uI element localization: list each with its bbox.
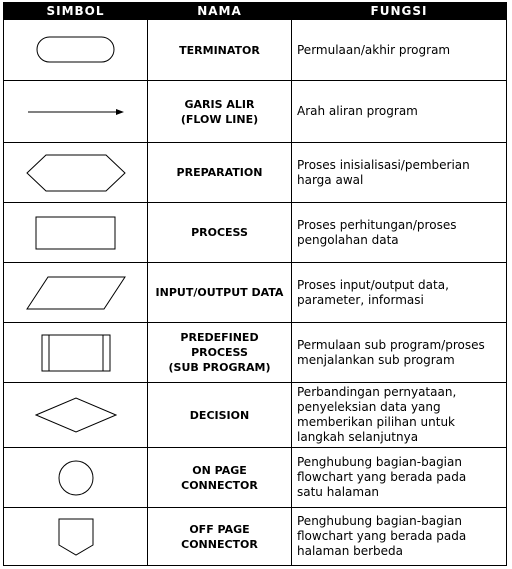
- header-fungsi: FUNGSI: [292, 3, 507, 20]
- row-nama: DECISION: [189, 408, 250, 422]
- hexagon-shape: [26, 153, 126, 193]
- row-nama: (SUB PROGRAM): [168, 361, 271, 374]
- flowchart-symbol-table: [3, 2, 507, 566]
- row-fungsi: Proses perhitungan/proses: [297, 217, 457, 232]
- row-fungsi: Proses inisialisasi/pemberian: [297, 157, 470, 172]
- row-fungsi: Proses input/output data,: [297, 277, 449, 292]
- predefined-process-shape: [41, 333, 111, 373]
- header-row: [4, 3, 507, 20]
- row-fungsi: Permulaan/akhir program: [297, 42, 451, 57]
- row-fungsi: flowchart yang berada pada: [297, 470, 467, 484]
- row-nama: CONNECTOR: [181, 537, 258, 551]
- rectangle-shape: [35, 215, 117, 251]
- flow-line-arrow: [26, 106, 126, 118]
- row-fungsi: satu halaman: [297, 485, 380, 499]
- table-row: [4, 508, 507, 566]
- parallelogram-shape: [26, 275, 126, 311]
- row-nama: PREPARATION: [176, 166, 263, 179]
- table-row: [4, 383, 507, 448]
- terminator-shape: [36, 35, 116, 65]
- diamond-shape: [35, 396, 117, 434]
- row-fungsi: langkah selanjutnya: [297, 430, 419, 444]
- table-row: [4, 323, 507, 383]
- row-nama: GARIS ALIR: [184, 97, 255, 111]
- row-nama: ON PAGE: [192, 463, 247, 477]
- table-row: [4, 263, 507, 323]
- row-fungsi: flowchart yang berada pada: [297, 529, 467, 543]
- row-fungsi: Penghubung bagian-bagian: [297, 514, 462, 528]
- row-nama: OFF PAGE: [189, 522, 250, 536]
- row-fungsi: pengolahan data: [297, 232, 399, 247]
- row-fungsi: memberikan pilihan untuk: [297, 415, 456, 429]
- table-row: [4, 448, 507, 508]
- row-nama: TERMINATOR: [179, 43, 260, 57]
- header-nama: NAMA: [148, 3, 292, 20]
- row-fungsi: Arah aliran program: [297, 104, 418, 118]
- circle-shape: [56, 458, 96, 498]
- row-fungsi: penyeleksian data yang: [297, 400, 441, 414]
- row-nama: INPUT/OUTPUT DATA: [155, 286, 284, 299]
- row-fungsi: parameter, informasi: [297, 292, 424, 307]
- table-row: [4, 203, 507, 263]
- row-nama: PROCESS: [191, 346, 248, 359]
- header-simbol: SIMBOL: [4, 3, 148, 20]
- table-row: [4, 143, 507, 203]
- row-nama: PROCESS: [191, 226, 248, 239]
- row-fungsi: Permulaan sub program/proses: [297, 337, 485, 352]
- row-fungsi: Perbandingan pernyataan,: [297, 385, 457, 399]
- row-fungsi: halaman berbeda: [297, 544, 404, 558]
- row-fungsi: Penghubung bagian-bagian: [297, 455, 462, 469]
- row-fungsi: menjalankan sub program: [297, 352, 455, 367]
- table-row: [4, 20, 507, 81]
- row-nama: PREDEFINED: [180, 331, 259, 344]
- row-fungsi: harga awal: [297, 172, 364, 187]
- off-page-connector-shape: [56, 517, 96, 557]
- table-row: [4, 81, 507, 143]
- row-nama: CONNECTOR: [181, 478, 258, 492]
- row-nama: (FLOW LINE): [180, 112, 259, 126]
